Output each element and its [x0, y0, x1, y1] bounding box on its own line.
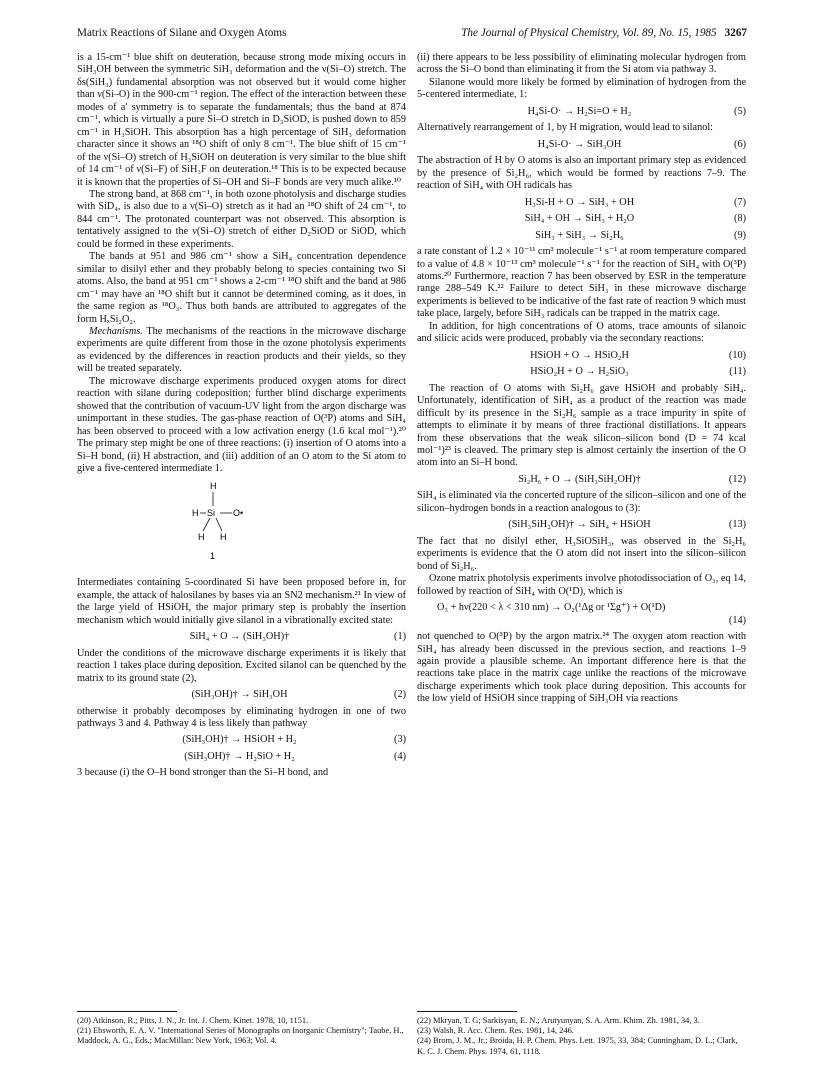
journal-citation — [461, 27, 747, 39]
section-lead: Mechanisms. — [89, 325, 143, 337]
equation-number: (11) — [729, 366, 746, 378]
left-column — [77, 52, 406, 780]
equation-body: H₄Si-O· → SiH₃OH — [537, 138, 622, 150]
paragraph: The strong band, at 868 cm⁻¹, in both ozone photolysis and discharge studies with SiD₄, is also due to a ν(Si–O) stretch as it had an ¹⁸O shift of 24 cm⁻¹, to 844 cm⁻¹. The protonated counterpart was not observed. This absorption is tentatively assigned to the ν(Si–O) stretch of either D₂SiOD or SiOD, which could be formed in these experiments. — [77, 188, 406, 250]
footnote: (24) Brom, J. M., Jr.; Broida, H. P. Chem. Phys. Lett. 1975, 33, 384; Cunningham, D. L.; Clark, K. C. J. Chem. Phys. 1974, 61, 1118. — [417, 1036, 738, 1056]
equation-number: (12) — [728, 473, 746, 485]
paragraph: Alternatively rearrangement of 1, by H migration, would lead to silanol: — [417, 122, 714, 134]
right-column — [417, 52, 746, 706]
equation — [77, 689, 406, 702]
equation-number: (14) — [728, 614, 746, 626]
equation-body: H₃Si-H + O → SiH₃ + OH — [524, 196, 635, 208]
footnote: (20) Atkinson, R.; Pitts, J. N., Jr. Int. J. Chem. Kinet. 1978, 10, 1151. — [77, 1016, 309, 1025]
paragraph: is a 15-cm⁻¹ blue shift on deuteration, because strong mode mixing occurs in SiH₃OH between the symmetric SiH₃ deformation and the ν(Si–O) stretch. The δs(SiH₃) fundamental absorption was not observed but it would come higher than ν(Si–O) in the 900-cm⁻¹ region. The effect of the interaction between these modes of a′ symmetry is to separate the fundamentals; thus the band at 874 cm⁻¹, which is virtually a pure Si–O stretch in D₃SiOD, is pushed down to 859 cm⁻¹ in H₃SiOH. This absorption has a high percentage of SiH₃ deformation character since it shows an ¹⁸O shift of only 8 cm⁻¹. The blue shift of 15 cm⁻¹ of the ν(Si–O) stretch of H₃SiOH on deuteration is very similar to the blue shift of 14 cm⁻¹ of ν(Si–F) of SiH₃F on deuteration.¹⁸ This is to be expected because it is known that the properties of Si–OH and Si–F bonds are very much alike.¹⁰ — [77, 52, 406, 188]
footnote: (21) Ebsworth, E. A. V. "International Series of Monographs on Inorganic Chemistry"; Taube, H., Maddock, A. G., Eds.; MacMillan: New York, 1963; Vol. 4. — [77, 1026, 404, 1046]
equation-body: (SiH₃OH)† → H₂SiO + H₂ — [184, 750, 295, 762]
equation-body: SiH₃ + SiH₃ → Si₂H₆ — [535, 229, 624, 241]
structure-label: 1 — [210, 551, 216, 562]
paragraph: Intermediates containing 5-coordinated Si have been proposed before in, for example, the attack of halosilanes by bases via an SN2 mechanism.²¹ In view of the large yield of HSiOH, the major primary step is probably the insertion mechanism which would initially give silanol in a vibrationally excited state: — [77, 577, 406, 626]
equation-body: SiH₄ + O → (SiH₃OH)† — [189, 631, 290, 643]
paragraph: The bands at 951 and 986 cm⁻¹ show a SiH₄ concentration dependence similar to disilyl ether and they probably belong to species containing two Si atoms. Also, the band at 951 cm⁻¹ shows a 2-cm⁻¹ ¹⁸O shift and the band at 986 cm⁻¹ may have an ¹⁸O shift but it cannot be determined coming, as it does, in the same region as ¹⁸O₃. Thus both bands are attributed to aggregates of the form HₓSi₂O₂. — [77, 251, 406, 325]
paragraph-text: The mechanisms of the reactions in the microwave discharge experiments are quite different from those in the ozone photolysis experiments as evidenced by the differences in reaction products and their yields, so they will be treated separately. — [77, 325, 406, 375]
equation-body: (SiH₃OH)† → HSiOH + H₂ — [182, 734, 297, 746]
equation-body: SiH₄ + OH → SiH₃ + H₂O — [524, 213, 635, 225]
equation — [417, 602, 746, 627]
equation — [77, 631, 406, 644]
atom-h-lower-left: H — [198, 532, 205, 543]
equation-body: HSiO₂H + O → H₂SiO₃ — [530, 366, 629, 378]
equation — [417, 197, 746, 210]
equation-body: O₃ + hν(220 < λ < 310 nm) → O₂(¹Δg or ¹Σg⁺) + O(¹D) — [437, 602, 666, 614]
equation-number: (10) — [728, 349, 746, 361]
paragraph: The reaction of O atoms with Si₂H₆ gave HSiOH and probably SiH₄. Unfortunately, identification of SiH₄ as a product of the reaction was made difficult by its presence in the Si₂H₆ sample as a trace impurity in spite of attempts to eliminate it by means of three fractional distillations. It appears from these observations that the weak silicon–silicon bond (D = 74 kcal mol⁻¹)²³ is cleaved. The primary step is almost certainly the insertion of the O atom into an Si–H bond. — [417, 382, 746, 469]
paragraph: (ii) there appears to be less possibility of eliminating molecular hydrogen from across the Si–O bond than eliminating it from the Si atom via pathway 3. — [417, 52, 746, 76]
page-number: 3267 — [724, 27, 747, 39]
paragraph: SiH₄ is eliminated via the concerted rupture of the silicon–silicon and one of the silicon–hydrogen bonds in a reaction analogous to (3): — [417, 490, 746, 514]
footnote: (22) Mkryan, T. G; Sarkisyan, E. N.; Arutyunyan, S. A. Arm. Khim. Zh. 1981, 34, 3. — [417, 1016, 700, 1025]
running-title: Matrix Reactions of Silane and Oxygen Atoms — [77, 27, 287, 39]
atom-h-top: H — [210, 481, 217, 492]
equation — [417, 350, 746, 363]
paragraph: In addition, for high concentrations of O atoms, trace amounts of silanoic and silicic acids were produced, probably via the secondary reactions: — [417, 320, 746, 345]
footnotes-right — [417, 1016, 746, 1057]
equation-number: (4) — [394, 750, 406, 762]
footnote-rule — [417, 1011, 517, 1012]
paragraph: The microwave discharge experiments produced oxygen atoms for direct reaction with silane during codeposition; further blind discharge experiments showed that the contribution of vacuum-UV light from the argon discharge was unimportant in these studies. The gas-phase reaction of O(³P) atoms and SiH₄ has been observed to proceed with a low activation energy (1.6 kcal mol⁻¹).²⁰ The primary step might be one of three reactions: (i) insertion of O atoms into a Si–H bond, (ii) H abstraction, and (iii) addition of an O atom to the Si atom to give a five-centered intermediate 1. — [77, 375, 406, 474]
equation — [417, 474, 746, 487]
paragraph: Ozone matrix photolysis experiments involve photodissociation of O₃, eq 14, followed by reaction of SiH₄ with O(¹D), which is — [417, 573, 746, 597]
equation-number: (13) — [728, 519, 746, 531]
paragraph: otherwise it probably decomposes by eliminating hydrogen in one of two pathways 3 and 4. Pathway 4 is less likely than pathway — [77, 705, 406, 730]
equation — [417, 139, 746, 152]
paragraph: a rate constant of 1.2 × 10⁻¹¹ cm³ molecule⁻¹ s⁻¹ at room temperature compared to a value of 4.8 × 10⁻¹³ cm³ molecule⁻¹ s⁻¹ for the reaction of SiH₄ with O(³P) atoms.²⁰ Furthermore, reaction 7 has been observed by ESR in the temperature range 288–549 K.²² Failure to detect SiH₃ in these microwave discharge experiments is believed to be indicative of the fast rate of reaction 9 which must take place, largely, before SiH₃ radicals can be trapped in the matrix cage. — [417, 246, 746, 320]
atom-o-radical: O• — [233, 508, 244, 519]
paragraph: 3 because (i) the O–H bond stronger than the Si–H bond, and — [77, 767, 329, 779]
footnotes-left — [77, 1016, 406, 1047]
bond — [216, 518, 222, 531]
equation-body: HSiOH + O → HSiO₂H — [530, 349, 629, 361]
footnote: (23) Walsh, R. Acc. Chem. Res. 1981, 14, 246. — [417, 1026, 574, 1036]
equation-number: (6) — [734, 138, 746, 150]
paragraph: Silanone would more likely be formed by elimination of hydrogen from the 5-centered intermediate, 1: — [417, 76, 746, 101]
paragraph: The fact that no disilyl ether, H₃SiOSiH₃, was observed in the Si₂H₆ experiments is evidence that the O atom did not insert into the silicon–silicon bond of Si₂H₆. — [417, 535, 746, 572]
atom-h-left: H — [192, 508, 199, 519]
equation-body: (SiH₃SiH₂OH)† → SiH₄ + HSiOH — [508, 519, 651, 531]
equation-body: H₄Si-O· → H₂Si=O + H₂ — [527, 105, 632, 117]
equation — [417, 519, 746, 532]
running-header — [77, 27, 747, 43]
equation-number: (5) — [734, 105, 746, 117]
paragraph: Under the conditions of the microwave discharge experiments it is likely that reaction 1 takes place during deposition. Excited silanol can be quenched by the matrix to its ground state (2), — [77, 647, 406, 684]
equation — [77, 751, 406, 764]
atom-si: Si — [207, 508, 216, 519]
paragraph: The abstraction of H by O atoms is also an important primary step as evidenced by the presence of Si₂H₆, which would be formed by reactions 7–9. The reaction of SiH₄ with OH radicals has — [417, 155, 746, 192]
equation-number: (9) — [734, 229, 746, 241]
equation-body: Si₂H₆ + O → (SiH₃SiH₂OH)† — [518, 473, 641, 485]
equation — [417, 106, 746, 119]
equation-number: (7) — [734, 196, 746, 208]
paragraph: not quenched to O(³P) by the argon matrix.²⁴ The oxygen atom reaction with SiH₄ has already been discussed in the previous section, and reactions 1–9 again provide a plausible scheme. An important difference here is that the reactions take place in the matrix cage unlike the reactions of the microwave discharge experiments which took place during deposition. This accounts for the low yield of HSiOH since trapping of SiH₃OH via reactions — [417, 631, 746, 705]
paragraph — [77, 326, 406, 376]
equation — [77, 734, 406, 747]
structure-diagram — [77, 479, 406, 575]
atom-h-lower-right: H — [220, 532, 227, 543]
equation-number: (3) — [394, 734, 406, 746]
intermediate-structure — [192, 479, 292, 575]
equation — [417, 230, 746, 243]
footnote-rule — [77, 1011, 177, 1012]
journal-name: The Journal of Physical Chemistry, Vol. 89, No. 15, 1985 — [461, 27, 717, 39]
equation — [417, 213, 746, 226]
bond — [203, 518, 210, 531]
equation-number: (8) — [734, 213, 746, 225]
equation — [417, 366, 746, 379]
equation-number: (2) — [394, 689, 406, 701]
equation-body: (SiH₃OH)† → SiH₃OH — [191, 689, 288, 701]
equation-number: (1) — [394, 631, 406, 643]
